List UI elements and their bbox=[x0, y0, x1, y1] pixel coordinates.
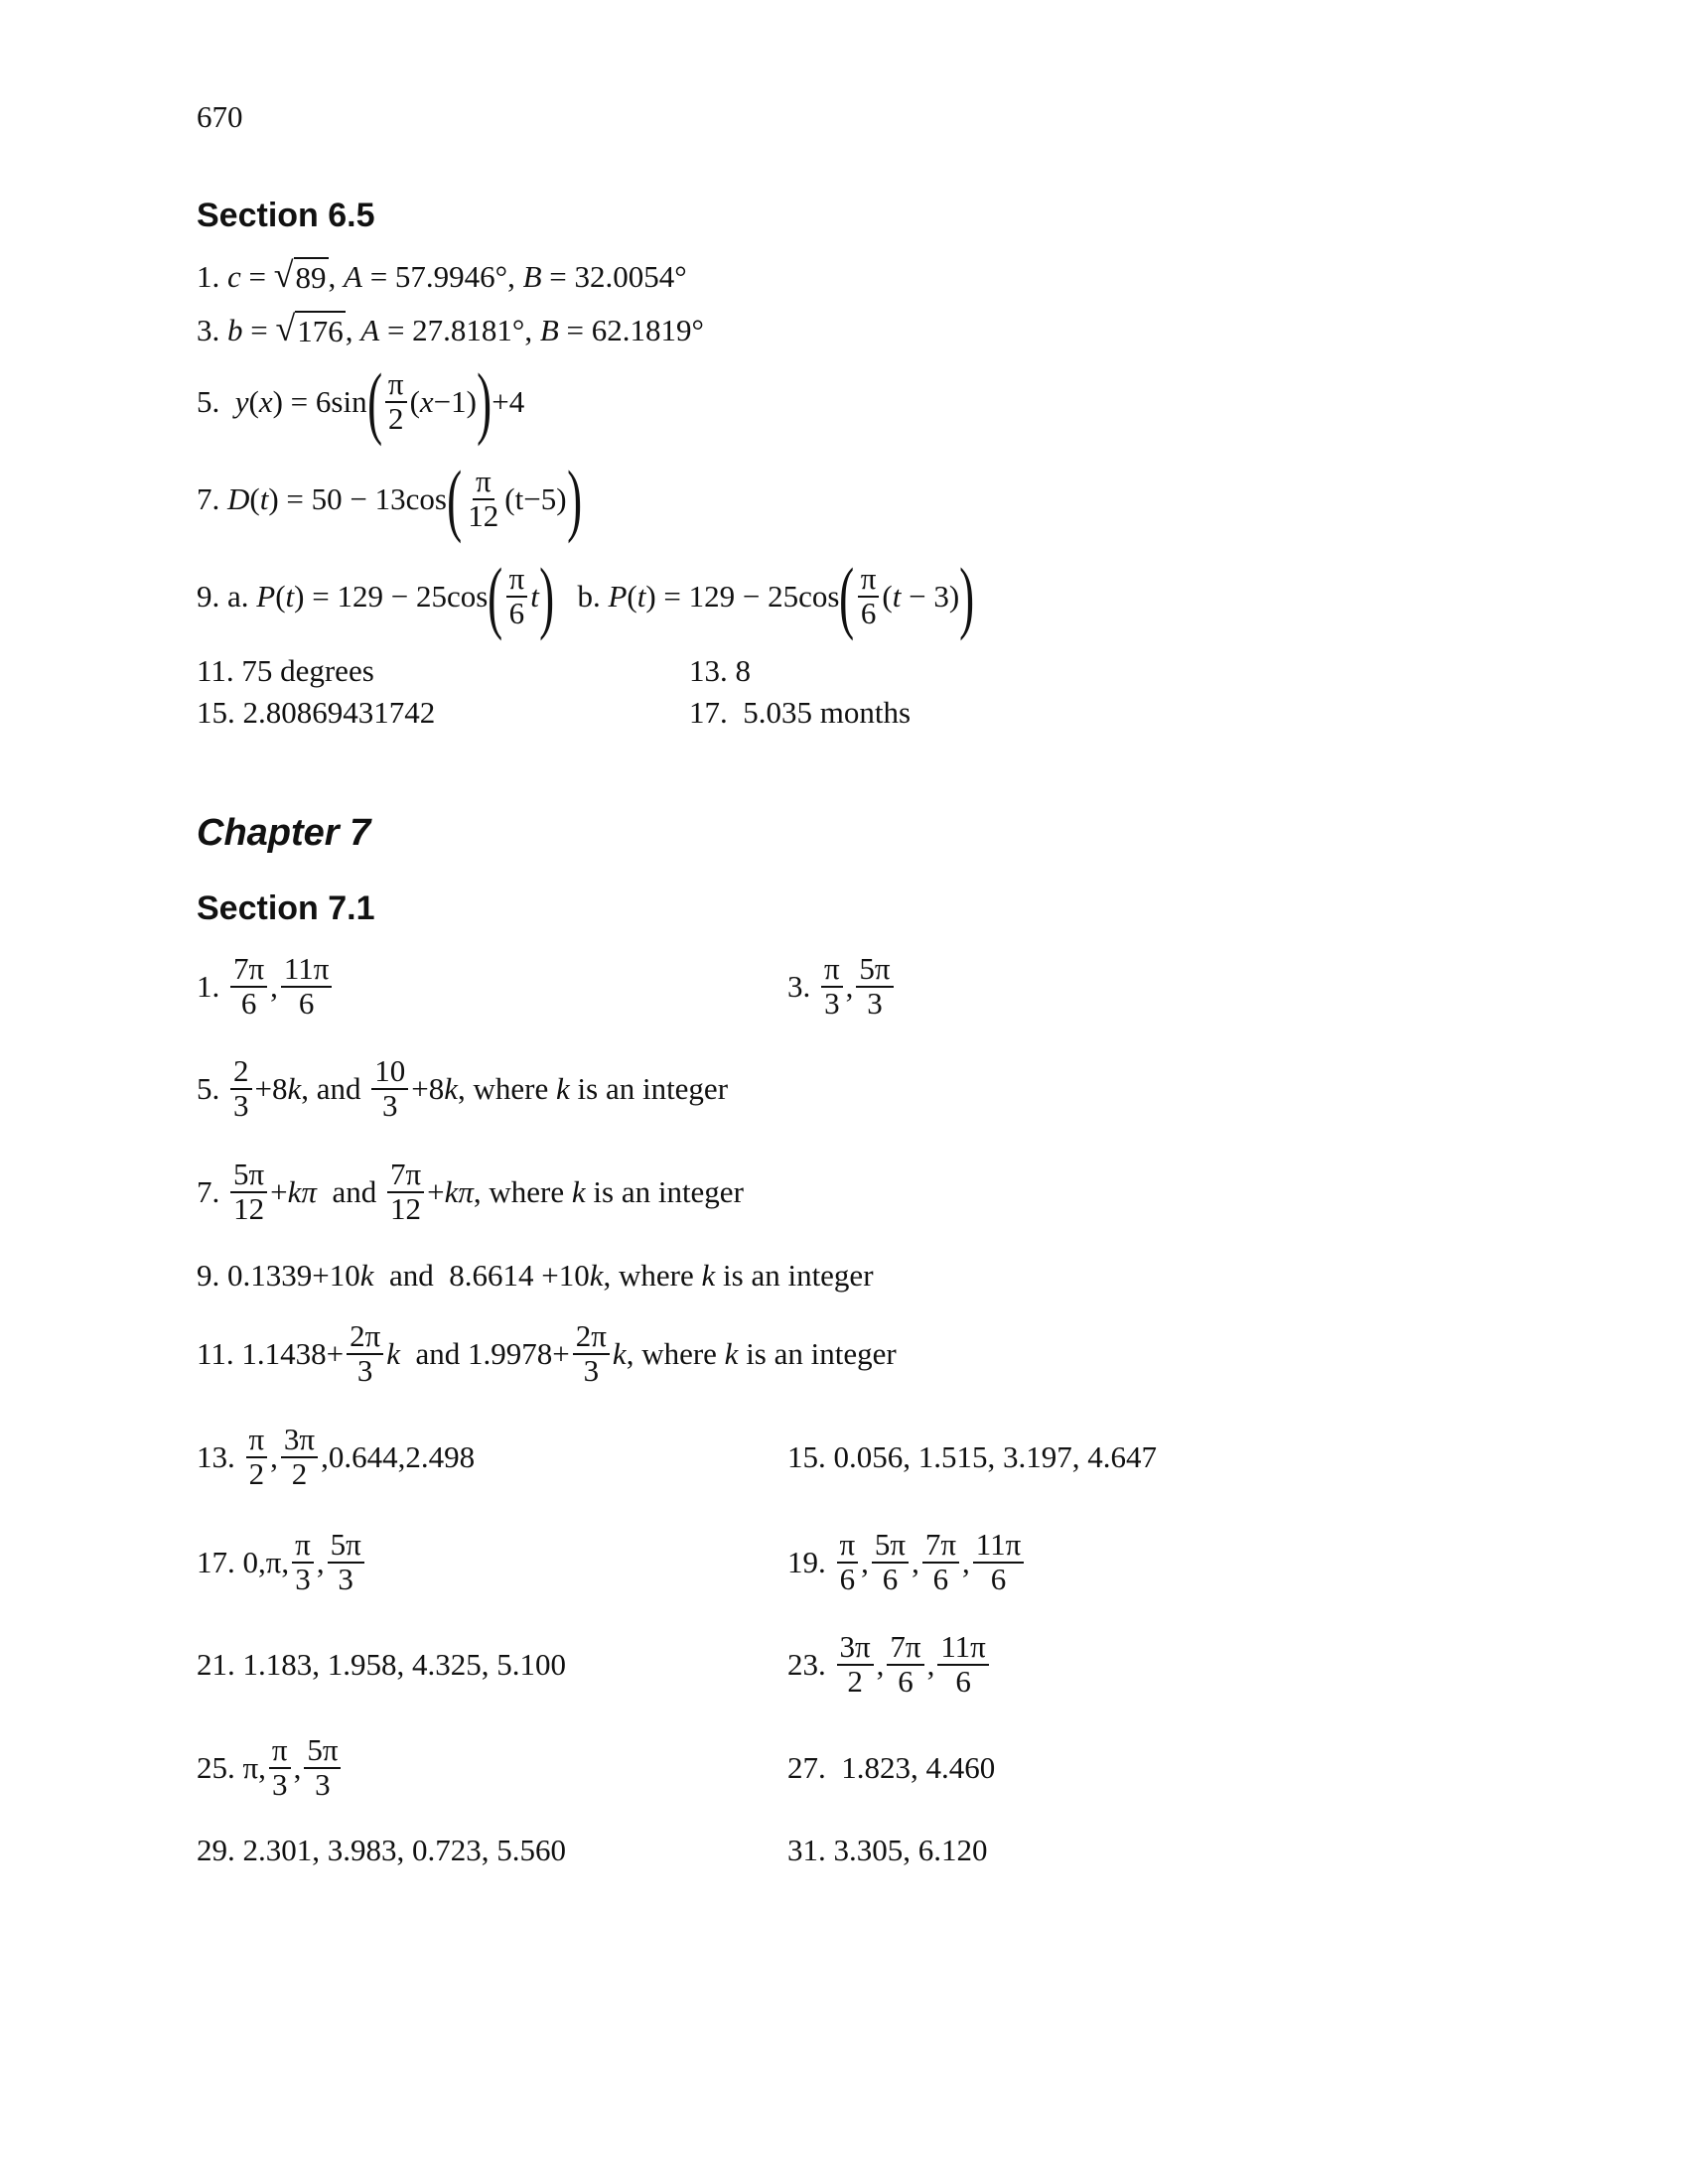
square-root bbox=[275, 311, 345, 349]
math-variable: A bbox=[360, 313, 380, 347]
math-text: 11. 75 degrees bbox=[197, 653, 374, 688]
math-text: + bbox=[270, 1174, 288, 1209]
answer-6-5-15 bbox=[197, 663, 435, 762]
numerator: π bbox=[473, 466, 494, 500]
math-variable: D bbox=[227, 481, 250, 516]
math-text: 11. 1.1438+ bbox=[197, 1336, 345, 1371]
numerator: 5π bbox=[872, 1529, 909, 1564]
denominator: 6 bbox=[882, 1562, 899, 1596]
denominator: 6 bbox=[990, 1562, 1007, 1596]
math-variable: B bbox=[522, 259, 542, 294]
math-text: = 57.9946°, bbox=[361, 259, 523, 294]
fraction bbox=[821, 953, 843, 1020]
denominator: 2 bbox=[387, 401, 404, 436]
math-text: = bbox=[242, 313, 276, 347]
math-text: 17. 0,π, bbox=[197, 1545, 290, 1579]
math-text: +8 bbox=[411, 1071, 445, 1106]
math-text: 9. a. bbox=[197, 579, 257, 614]
math-variable: A bbox=[344, 259, 362, 294]
numerator: 5π bbox=[328, 1529, 364, 1564]
fraction bbox=[281, 953, 333, 1020]
math-text: ( bbox=[249, 481, 260, 516]
math-variable: P bbox=[608, 579, 628, 614]
math-text: (t−5) bbox=[504, 481, 567, 516]
math-text: 27. 1.823, 4.460 bbox=[787, 1750, 996, 1785]
math-text: = 32.0054° bbox=[541, 259, 687, 294]
math-text: is an integer bbox=[569, 1071, 729, 1106]
math-text: 3. bbox=[787, 969, 818, 1004]
denominator: 12 bbox=[468, 498, 499, 533]
math-variable: k bbox=[287, 1071, 302, 1106]
math-text: 7. bbox=[197, 1174, 227, 1209]
large-parenthesis: ( bbox=[447, 454, 463, 544]
math-text: 23. bbox=[787, 1647, 834, 1682]
section-6-5-heading: Section 6.5 bbox=[197, 197, 375, 234]
numerator: 3π bbox=[837, 1631, 874, 1666]
denominator: 2 bbox=[847, 1664, 863, 1699]
math-text: is an integer bbox=[715, 1258, 874, 1293]
math-text: , bbox=[328, 259, 345, 294]
math-text: 1. bbox=[197, 259, 227, 294]
answer-6-5-17 bbox=[689, 663, 911, 762]
numerator: 11π bbox=[281, 953, 333, 988]
numerator: π bbox=[837, 1529, 859, 1564]
denominator: 3 bbox=[356, 1353, 373, 1388]
math-text: 17. 5.035 months bbox=[689, 695, 912, 730]
fraction bbox=[506, 563, 528, 629]
numerator: 11π bbox=[973, 1529, 1025, 1564]
math-text: b. bbox=[554, 579, 609, 614]
denominator: 6 bbox=[508, 596, 525, 630]
math-text: ) = 129 − 25cos bbox=[645, 579, 840, 614]
numerator: π bbox=[385, 368, 407, 403]
fraction bbox=[837, 1529, 859, 1595]
fraction bbox=[573, 1320, 610, 1387]
math-text: and 8.6614 +10 bbox=[373, 1258, 590, 1293]
fraction bbox=[328, 1529, 364, 1595]
numerator: 5π bbox=[856, 953, 893, 988]
math-text: ( bbox=[627, 579, 637, 614]
denominator: 6 bbox=[955, 1664, 971, 1699]
math-text: +4 bbox=[492, 384, 525, 419]
large-parenthesis: ( bbox=[839, 551, 855, 641]
denominator: 3 bbox=[233, 1088, 249, 1123]
math-text: ( bbox=[248, 384, 259, 419]
numerator: 10 bbox=[371, 1055, 408, 1090]
numerator: π bbox=[858, 563, 880, 598]
math-text: ) = 129 − 25cos bbox=[294, 579, 489, 614]
math-variable: x bbox=[258, 384, 273, 419]
large-parenthesis: ) bbox=[566, 454, 582, 544]
math-text: , bbox=[270, 1439, 278, 1474]
math-variable: b bbox=[227, 313, 243, 347]
math-text: ,0.644,2.498 bbox=[321, 1439, 476, 1474]
math-variable: k bbox=[589, 1258, 604, 1293]
large-parenthesis: ( bbox=[488, 551, 503, 641]
math-variable: B bbox=[539, 313, 559, 347]
section-7-1-heading: Section 7.1 bbox=[197, 889, 375, 927]
answer-6-5-7 bbox=[197, 450, 582, 549]
answer-7-1-23 bbox=[787, 1615, 992, 1714]
fraction bbox=[872, 1529, 909, 1595]
math-variable: k bbox=[444, 1071, 459, 1106]
denominator: 12 bbox=[390, 1191, 422, 1226]
math-text: + bbox=[427, 1174, 445, 1209]
fraction bbox=[856, 953, 893, 1020]
fraction bbox=[465, 466, 501, 532]
fraction bbox=[385, 368, 407, 435]
math-variable: k bbox=[701, 1258, 716, 1293]
denominator: 12 bbox=[233, 1191, 265, 1226]
denominator: 6 bbox=[898, 1664, 914, 1699]
math-text: 31. 3.305, 6.120 bbox=[787, 1833, 988, 1867]
math-text: is an integer bbox=[585, 1174, 744, 1209]
math-text: , bbox=[876, 1647, 885, 1682]
fraction bbox=[347, 1320, 383, 1387]
answer-7-1-1 bbox=[197, 937, 335, 1036]
math-variable: k bbox=[386, 1336, 401, 1371]
answer-7-1-17 bbox=[197, 1513, 367, 1612]
math-text: , bbox=[345, 313, 361, 347]
numerator: π bbox=[292, 1529, 314, 1564]
math-variable: k bbox=[571, 1174, 586, 1209]
math-text: ( bbox=[409, 384, 420, 419]
math-variable: P bbox=[256, 579, 276, 614]
math-variable: k bbox=[556, 1071, 570, 1106]
fraction bbox=[304, 1734, 341, 1801]
denominator: 2 bbox=[291, 1456, 308, 1491]
radicand: 176 bbox=[295, 311, 346, 349]
math-variable: k bbox=[724, 1336, 739, 1371]
math-text: , where bbox=[458, 1071, 556, 1106]
math-text: 9. 0.1339+10 bbox=[197, 1258, 360, 1293]
fraction bbox=[292, 1529, 314, 1595]
math-text: , and bbox=[301, 1071, 369, 1106]
math-text: , where bbox=[626, 1336, 725, 1371]
radicand: 89 bbox=[294, 257, 329, 296]
denominator: 3 bbox=[338, 1562, 353, 1596]
math-text: 25. π, bbox=[197, 1750, 266, 1785]
denominator: 6 bbox=[932, 1562, 949, 1596]
math-text: 13. 8 bbox=[689, 653, 751, 688]
numerator: 11π bbox=[937, 1631, 989, 1666]
math-variable: t bbox=[636, 579, 646, 614]
math-text: 3. bbox=[197, 313, 227, 347]
math-text: , bbox=[912, 1545, 919, 1579]
math-text: −1) bbox=[433, 384, 477, 419]
math-text: = 62.1819° bbox=[558, 313, 704, 347]
math-text: +8 bbox=[254, 1071, 288, 1106]
math-text: , where bbox=[473, 1174, 572, 1209]
large-parenthesis: ) bbox=[959, 551, 975, 641]
fraction bbox=[371, 1055, 408, 1122]
math-text: 15. 0.056, 1.515, 3.197, 4.647 bbox=[787, 1439, 1157, 1474]
numerator: 2π bbox=[573, 1320, 610, 1355]
answer-7-1-11 bbox=[197, 1304, 897, 1404]
math-variable: k bbox=[359, 1258, 374, 1293]
math-variable: kπ bbox=[444, 1174, 474, 1209]
math-text: 29. 2.301, 3.983, 0.723, 5.560 bbox=[197, 1833, 566, 1867]
answer-7-1-21 bbox=[197, 1615, 566, 1714]
math-text: , where bbox=[603, 1258, 702, 1293]
math-text: − 3) bbox=[901, 579, 960, 614]
math-text: , bbox=[845, 969, 854, 1004]
math-variable: t bbox=[259, 481, 269, 516]
denominator: 6 bbox=[839, 1562, 856, 1596]
math-variable: t bbox=[530, 579, 539, 614]
numerator: π bbox=[506, 563, 528, 598]
math-text: 1. bbox=[197, 969, 227, 1004]
math-text: ( bbox=[882, 579, 893, 614]
numerator: π bbox=[821, 953, 843, 988]
fraction bbox=[837, 1631, 874, 1698]
numerator: 5π bbox=[304, 1734, 341, 1769]
answer-7-1-19 bbox=[787, 1513, 1027, 1612]
numerator: 3π bbox=[281, 1424, 318, 1458]
denominator: 6 bbox=[240, 986, 257, 1021]
math-variable: kπ bbox=[287, 1174, 317, 1209]
radical-sign-icon: √ bbox=[275, 309, 296, 349]
denominator: 3 bbox=[583, 1353, 600, 1388]
numerator: π bbox=[269, 1734, 291, 1769]
math-text: and bbox=[316, 1174, 384, 1209]
large-parenthesis: ( bbox=[366, 356, 382, 447]
math-variable: t bbox=[892, 579, 902, 614]
numerator: π bbox=[246, 1424, 268, 1458]
math-text: 13. bbox=[197, 1439, 243, 1474]
radical-sign-icon: √ bbox=[273, 255, 294, 296]
fraction bbox=[269, 1734, 291, 1801]
large-parenthesis: ) bbox=[539, 551, 555, 641]
math-text: 5. bbox=[197, 1071, 227, 1106]
numerator: 7π bbox=[230, 953, 267, 988]
answer-6-5-5 bbox=[197, 352, 524, 452]
denominator: 3 bbox=[315, 1767, 331, 1802]
math-text: 7. bbox=[197, 481, 227, 516]
answer-7-1-13 bbox=[197, 1408, 475, 1507]
math-text: ) = 50 − 13cos bbox=[268, 481, 447, 516]
denominator: 6 bbox=[298, 986, 315, 1021]
math-text: , bbox=[861, 1545, 869, 1579]
numerator: 5π bbox=[230, 1159, 267, 1193]
fraction bbox=[246, 1424, 268, 1490]
fraction bbox=[281, 1424, 318, 1490]
math-text: = 27.8181°, bbox=[379, 313, 540, 347]
large-parenthesis: ) bbox=[477, 356, 492, 447]
math-text: 15. 2.80869431742 bbox=[197, 695, 436, 730]
chapter-7-heading: Chapter 7 bbox=[197, 812, 371, 854]
page-number: 670 bbox=[197, 99, 243, 134]
fraction bbox=[937, 1631, 989, 1698]
fraction bbox=[387, 1159, 424, 1225]
math-text: ( bbox=[275, 579, 286, 614]
numerator: 2π bbox=[347, 1320, 383, 1355]
math-text: and 1.9978+ bbox=[400, 1336, 570, 1371]
math-text: , bbox=[961, 1545, 970, 1579]
denominator: 6 bbox=[860, 596, 877, 630]
answer-7-1-5 bbox=[197, 1039, 728, 1139]
answer-7-1-31 bbox=[787, 1801, 988, 1900]
fraction bbox=[858, 563, 880, 629]
math-variable: k bbox=[612, 1336, 627, 1371]
answer-7-1-29 bbox=[197, 1801, 566, 1900]
denominator: 3 bbox=[271, 1767, 288, 1802]
math-text: is an integer bbox=[738, 1336, 897, 1371]
math-variable: y bbox=[234, 384, 249, 419]
numerator: 7π bbox=[922, 1529, 959, 1564]
fraction bbox=[887, 1631, 923, 1698]
fraction bbox=[230, 1055, 252, 1122]
denominator: 3 bbox=[867, 986, 883, 1021]
numerator: 7π bbox=[387, 1159, 424, 1193]
math-text: 5. bbox=[197, 384, 235, 419]
numerator: 2 bbox=[230, 1055, 252, 1090]
answer-7-1-3 bbox=[787, 937, 897, 1036]
fraction bbox=[922, 1529, 959, 1595]
fraction bbox=[973, 1529, 1025, 1595]
math-text: 21. 1.183, 1.958, 4.325, 5.100 bbox=[197, 1647, 566, 1682]
math-variable: x bbox=[419, 384, 434, 419]
math-text: , bbox=[293, 1750, 302, 1785]
math-text: , bbox=[316, 1545, 325, 1579]
denominator: 3 bbox=[824, 986, 840, 1021]
numerator: 7π bbox=[887, 1631, 923, 1666]
math-text: ) = 6sin bbox=[272, 384, 367, 419]
math-text: = bbox=[240, 259, 274, 294]
math-text: 19. bbox=[787, 1545, 834, 1579]
denominator: 3 bbox=[382, 1088, 398, 1123]
answer-7-1-15 bbox=[787, 1408, 1157, 1507]
math-text: , bbox=[270, 969, 278, 1004]
fraction bbox=[230, 1159, 267, 1225]
denominator: 3 bbox=[295, 1562, 311, 1596]
fraction bbox=[230, 953, 267, 1020]
math-variable: t bbox=[285, 579, 295, 614]
math-text: , bbox=[926, 1647, 935, 1682]
math-variable: c bbox=[227, 259, 241, 294]
denominator: 2 bbox=[248, 1456, 265, 1491]
